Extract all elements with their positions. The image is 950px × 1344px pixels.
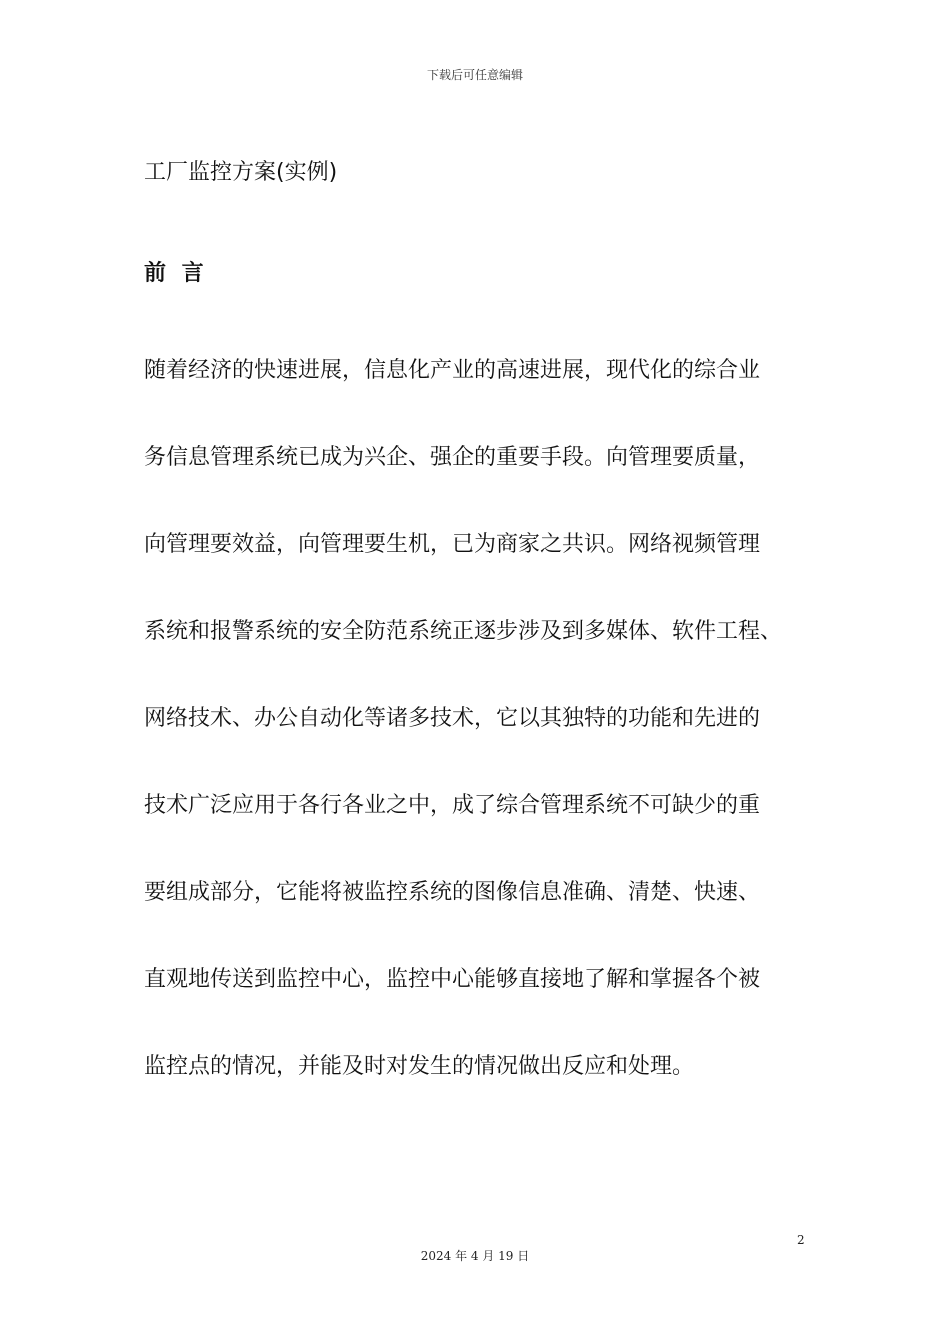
- section-heading: 前 言: [144, 261, 208, 286]
- page-footer-date: 2024 年 4 月 19 日: [420, 1249, 530, 1263]
- body-line: 务信息管理系统已成为兴企、强企的重要手段。向管理要质量，: [144, 445, 761, 470]
- body-line: 随着经济的快速进展，信息化产业的高速进展，现代化的综合业: [144, 358, 761, 383]
- page-header-note: 下载后可任意编辑: [426, 68, 523, 82]
- body-line: 要组成部分，它能将被监控系统的图像信息准确、清楚、快速、: [144, 880, 761, 905]
- document-title: 工厂监控方案(实例): [144, 160, 338, 185]
- body-line: 直观地传送到监控中心，监控中心能够直接地了解和掌握各个被: [144, 967, 761, 992]
- body-line: 系统和报警系统的安全防范系统正逐步涉及到多媒体、软件工程、: [144, 619, 783, 644]
- body-paragraph: [144, 355, 864, 1138]
- body-line: 向管理要效益，向管理要生机，已为商家之共识。网络视频管理: [144, 532, 761, 557]
- body-line: 技术广泛应用于各行各业之中，成了综合管理系统不可缺少的重: [144, 793, 761, 818]
- page-number: 2: [797, 1233, 805, 1247]
- body-line: 网络技术、办公自动化等诸多技术，它以其独特的功能和先进的: [144, 706, 761, 731]
- body-line: 监控点的情况，并能及时对发生的情况做出反应和处理。: [144, 1054, 695, 1079]
